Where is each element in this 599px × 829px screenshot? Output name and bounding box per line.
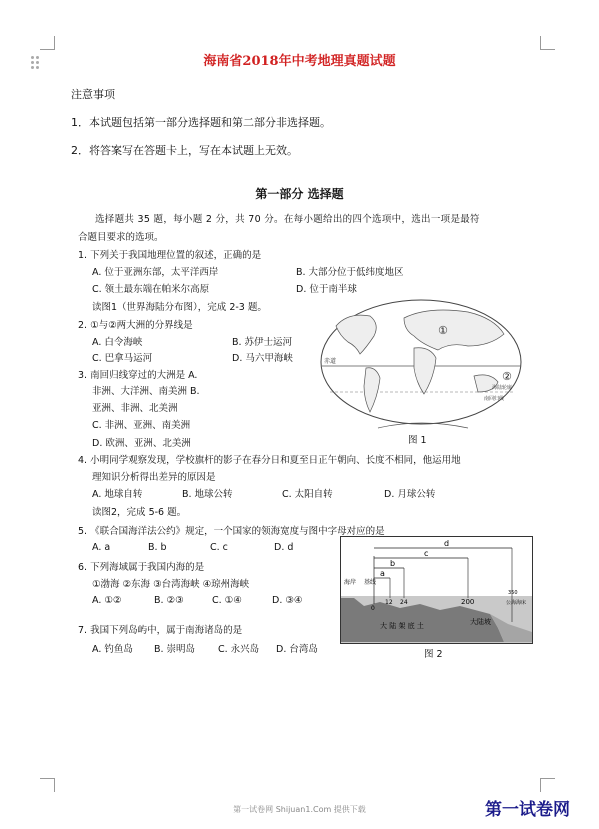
crop-mark bbox=[540, 778, 541, 792]
option: D. 位于南半球 bbox=[296, 284, 357, 295]
maritime-zones-figure bbox=[340, 536, 533, 644]
high-seas-label: 公海海床 bbox=[506, 600, 527, 606]
question-stem: 6. 下列海域属于我国内海的是 bbox=[78, 562, 205, 573]
page-footer: 第一试卷网 Shijuan1.Com 提供下载 bbox=[233, 805, 366, 814]
notice-item: 1．本试题包括第一部分选择题和第二部分非选择题。 bbox=[71, 116, 331, 129]
question-stem: 5. 《联合国海洋法公约》规定，一个国家的领海宽度与图中字母对应的是 bbox=[78, 526, 385, 537]
question-stem: 理知识分析得出差异的原因是 bbox=[92, 472, 216, 483]
question-stem: 2. ①与②两大洲的分界线是 bbox=[78, 320, 193, 331]
option: 亚洲、非洲、北美洲 bbox=[92, 403, 178, 414]
map-mark-2: ② bbox=[502, 370, 512, 383]
notice-heading: 注意事项 bbox=[71, 88, 115, 101]
map-mark-1: ① bbox=[438, 324, 448, 337]
tick-label: 24 bbox=[400, 599, 408, 606]
baseline-label: 基线 bbox=[364, 579, 377, 586]
option: D. 台湾岛 bbox=[276, 644, 318, 655]
span-label-d: d bbox=[444, 539, 450, 548]
option: B. 苏伊士运河 bbox=[232, 337, 293, 348]
shelf-label: 大 陆 架 底 土 bbox=[380, 622, 424, 630]
figure-caption: 图 1 bbox=[408, 435, 427, 446]
option: A. 位于亚洲东部，太平洋西岸 bbox=[92, 267, 219, 278]
option: D. 马六甲海峡 bbox=[232, 353, 293, 364]
reading-instruction: 读图2，完成 5-6 题。 bbox=[92, 507, 187, 518]
option: C. ①④ bbox=[212, 595, 242, 606]
tick-label: 0 bbox=[371, 605, 375, 612]
coast-label: 海岸 bbox=[344, 579, 357, 586]
span-label-b: b bbox=[390, 559, 396, 568]
option: C. 巴拿马运河 bbox=[92, 353, 153, 364]
tick-label: 350 bbox=[508, 590, 518, 596]
option: A. ①② bbox=[92, 595, 122, 606]
option: D. d bbox=[274, 542, 294, 553]
span-label-c: c bbox=[424, 549, 429, 558]
figure-caption: 图 2 bbox=[424, 649, 443, 660]
question-stem: 7. 我国下列岛屿中，属于南海诸岛的是 bbox=[78, 625, 243, 636]
option: B. 地球公转 bbox=[182, 489, 233, 500]
tick-label: 200 bbox=[461, 598, 475, 606]
option: D. 欧洲、亚洲、北美洲 bbox=[92, 438, 191, 449]
slope-label: 大陆坡 bbox=[470, 618, 491, 626]
option: C. 领土最东端在帕米尔高原 bbox=[92, 284, 210, 295]
option: A. 地球自转 bbox=[92, 489, 143, 500]
option: A. a bbox=[92, 542, 111, 553]
map-label: 赤道 bbox=[324, 358, 337, 365]
option: A. 钓鱼岛 bbox=[92, 644, 133, 655]
question-stem: 1. 下列关于我国地理位置的叙述，正确的是 bbox=[78, 250, 262, 261]
reading-instruction: 读图1（世界海陆分布图），完成 2-3 题。 bbox=[92, 302, 267, 313]
tick-label: 12 bbox=[385, 599, 393, 606]
section-intro: 选择题共 35 题，每小题 2 分，共 70 分。在每小题给出的四个选项中，选出一项是最符 bbox=[95, 214, 480, 225]
option: ①渤海 ②东海 ③台湾海峡 ④琼州海峡 bbox=[92, 579, 250, 590]
crop-mark bbox=[54, 36, 55, 50]
option: D. 月球公转 bbox=[384, 489, 436, 500]
crop-mark bbox=[54, 778, 55, 792]
section-heading: 第一部分 选择题 bbox=[255, 187, 344, 201]
option: C. 永兴岛 bbox=[218, 644, 260, 655]
option: B. 大部分位于低纬度地区 bbox=[296, 267, 404, 278]
option: C. 太阳自转 bbox=[282, 489, 333, 500]
option: B. ②③ bbox=[154, 595, 184, 606]
span-label-a: a bbox=[380, 569, 385, 578]
map-label: 海陆轮廓 bbox=[492, 385, 513, 391]
section-intro: 合题目要求的选项。 bbox=[78, 232, 164, 243]
option: D. ③④ bbox=[272, 595, 303, 606]
option: B. 崇明岛 bbox=[154, 644, 196, 655]
option: B. b bbox=[148, 542, 167, 553]
world-map-figure bbox=[318, 296, 525, 446]
notice-item: 2．将答案写在答题卡上，写在本试题上无效。 bbox=[71, 144, 298, 157]
crop-mark bbox=[540, 36, 541, 50]
watermark-logo: 第一试卷网 bbox=[485, 800, 570, 820]
option: C. c bbox=[210, 542, 228, 553]
option: A. 白令海峡 bbox=[92, 337, 143, 348]
question-stem: 3. 南回归线穿过的大洲是 A. bbox=[78, 370, 198, 381]
map-label: 南回归线 bbox=[484, 396, 505, 402]
crop-mark bbox=[40, 778, 55, 779]
option: 非洲、大洋洲、南美洲 B. bbox=[92, 386, 200, 397]
question-stem: 4. 小明同学观察发现，学校旗杆的影子在春分日和夏至日正午朝向、长度不相同，他运用地 bbox=[78, 455, 461, 466]
page-title: 海南省2018年中考地理真题试题 bbox=[203, 54, 396, 69]
option: C. 非洲、亚洲、南美洲 bbox=[92, 420, 191, 431]
crop-mark bbox=[540, 778, 555, 779]
